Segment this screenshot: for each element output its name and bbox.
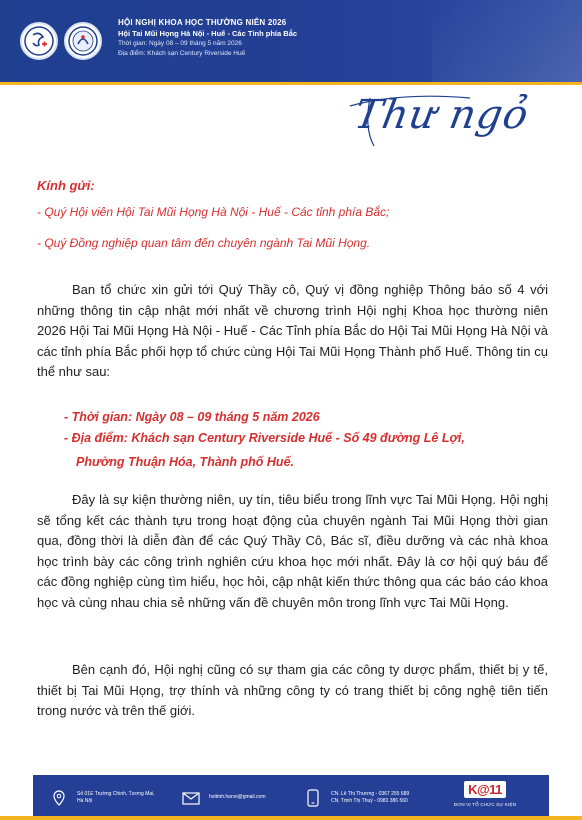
contact-line: CN. Lê Thị Thương - 0367 255 689 [331,790,410,797]
recipient-line: - Quý Đồng nghiệp quan tâm đến chuyên ngành Tai Mũi Họng. [37,236,371,250]
conference-place: Địa điểm: Khách sạn Century Riverside Huế [118,49,246,57]
location-pin-icon [49,788,69,808]
conference-time: Thời gian: Ngày 08 – 09 tháng 5 năm 2026 [118,40,242,47]
hospital-logo-icon [64,22,102,60]
address-line: Hà Nội [77,797,93,804]
header-banner [0,0,582,82]
conference-subtitle: Hội Tai Mũi Họng Hà Nội - Huế - Các Tỉnh phía Bắc [118,29,298,38]
event-place: - Địa điểm: Khách sạn Century Riverside Huế - Số 49 đường Lê Lợi, [64,431,465,445]
organizer-caption: ĐƠN VỊ TỔ CHỨC SỰ KIỆN [453,802,517,807]
envelope-icon [181,788,201,808]
contact-line: CN. Trịnh Thị Thuý - 0983 386 560 [331,797,408,804]
event-time: - Thời gian: Ngày 08 – 09 tháng 5 năm 2026 [64,410,320,424]
conference-title: HỘI NGHỊ KHOA HỌC THƯỜNG NIÊN 2026 [118,18,287,27]
letter-title: Thư ngỏ [350,92,533,138]
organizer-logo [445,781,525,817]
footer-bar [33,775,549,820]
event-description-paragraph: Đây là sự kiện thường niên, uy tín, tiêu biểu trong lĩnh vực Tai Mũi Họng. Hội nghị sẽ tổng kết các thành tựu trong hoạt động của chuyên ngành Tai Mũi Họng thời gian qua, đồng thời là diễn đàn để các Quý Thầy Cô, Bác sĩ, điều dưỡng và các nhà khoa học trình bày các công trình nghiên cứu khoa học mới nhất. Đây là cơ hội quý báu để các đồng nghiệp cùng tìm hiểu, học hỏi, cập nhật kiến thức thông qua các báo cáo khoa học và cùng nhau chia sẻ những vấn đề chuyên môn trong lĩnh vực Tai Mũi Họng. [37,492,548,610]
header-gold-divider [0,82,582,85]
phone-icon [303,788,323,808]
header-text [118,17,297,58]
sponsors-paragraph: Bên cạnh đó, Hội nghị cũng có sự tham gia các công ty dược phẩm, thiết bị y tế, thiết bị Tai Mũi Họng, trợ thính và những công ty có trang thiết bị công nghệ tiên tiến trong nước và trên thế giới. [37,662,548,718]
footer-gold-stripe [0,816,582,820]
intro-paragraph: Ban tổ chức xin gửi tới Quý Thầy cô, Quý vị đồng nghiệp Thông báo số 4 với những thông tin cập nhật mới nhất về chương trình Hội nghị Khoa học thường niên 2026 Hội Tai Mũi Họng Hà Nội - Huế - Các Tỉnh phía Bắc do Hội Tai Mũi Họng Hà Nội và các tỉnh phía Bắc phối hợp tổ chức cùng Hội Tai Mũi Họng Thành phố Huế. Thông tin cụ thể như sau: [37,282,548,379]
recipient-line: - Quý Hội viên Hội Tai Mũi Họng Hà Nội - Huế - Các tỉnh phía Bắc; [37,205,390,219]
organizer-logo-mark: K@11 [464,781,506,798]
header-accent [432,0,582,82]
event-place-continued: Phường Thuận Hóa, Thành phố Huế. [76,455,294,469]
email-address[interactable]: hoitmh.hanoi@gmail.com [209,794,266,800]
footer-email[interactable] [181,775,266,820]
footer-address [49,775,155,820]
address-line: Số 01E Trường Chinh, Tương Mai, [77,790,155,797]
association-logo-icon [20,22,58,60]
greeting: Kính gửi: [37,178,95,193]
footer-contacts [303,775,409,820]
